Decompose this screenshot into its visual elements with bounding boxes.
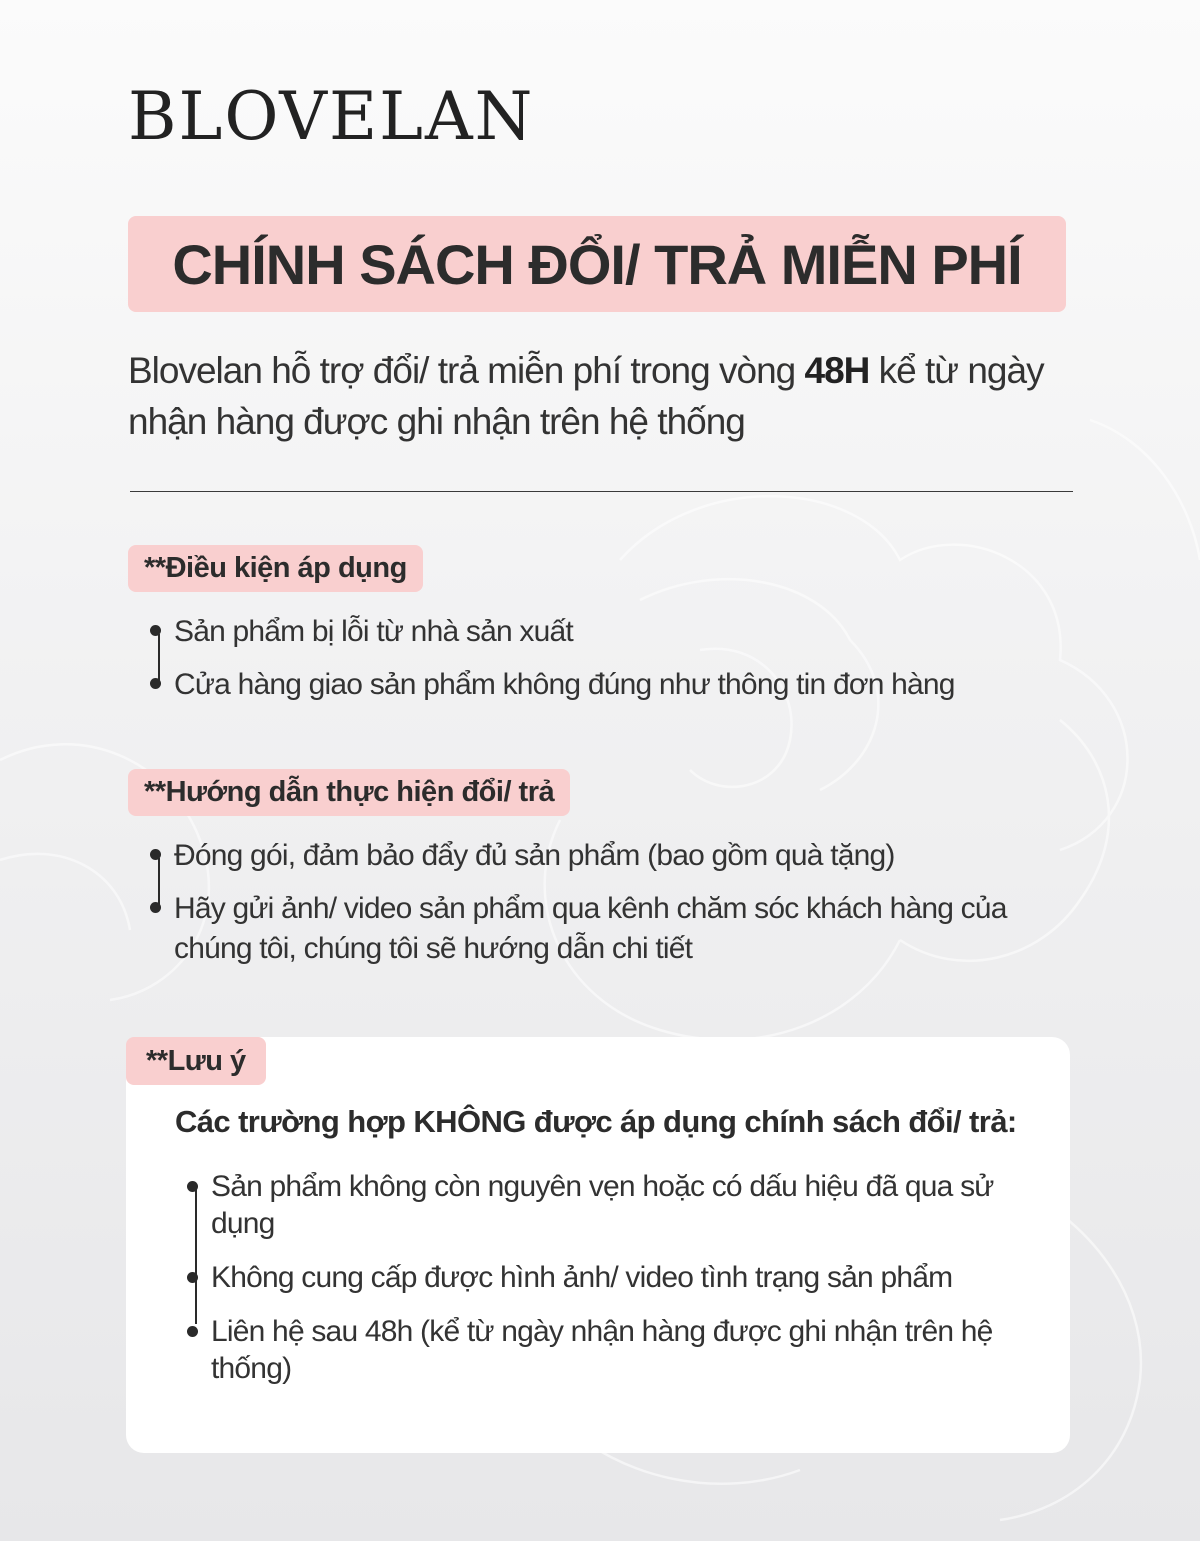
note-list	[187, 1168, 1037, 1387]
intro-paragraph	[128, 345, 1078, 447]
note-heading: Các trường hợp KHÔNG được áp dụng chính sách đổi/ trả:	[175, 1104, 1017, 1139]
guide-label: **Hướng dẫn thực hiện đổi/ trả	[128, 769, 570, 816]
page-title: CHÍNH SÁCH ĐỔI/ TRẢ MIỄN PHÍ	[172, 232, 1022, 296]
bullet-dot-icon	[150, 902, 161, 913]
list-item: Sản phẩm bị lỗi từ nhà sản xuất	[150, 612, 1080, 652]
bullet-dot-icon	[150, 625, 161, 636]
bullet-dot-icon	[150, 849, 161, 860]
intro-highlight: 48H	[804, 350, 870, 391]
guide-list	[150, 836, 1050, 969]
bullet-dot-icon	[187, 1326, 198, 1337]
bullet-dot-icon	[187, 1181, 198, 1192]
intro-text-before: Blovelan hỗ trợ đổi/ trả miễn phí trong vòng	[128, 350, 805, 391]
list-item: Liên hệ sau 48h (kể từ ngày nhận hàng được ghi nhận trên hệ thống)	[187, 1313, 1037, 1387]
note-label: **Lưu ý	[126, 1037, 266, 1085]
brand-logo: BLOVELAN	[128, 78, 535, 155]
section-divider	[130, 491, 1073, 492]
conditions-list	[150, 612, 1080, 705]
bullet-dot-icon	[150, 678, 161, 689]
list-item: Đóng gói, đảm bảo đẩy đủ sản phẩm (bao gồm quà tặng)	[150, 836, 1050, 876]
conditions-label: **Điều kiện áp dụng	[128, 545, 423, 592]
list-item: Cửa hàng giao sản phẩm không đúng như thông tin đơn hàng	[150, 665, 1080, 705]
intro-text-after: kể từ ngày nhận hàng được ghi nhận trên hệ thống	[128, 350, 1044, 442]
page-title-banner	[128, 216, 1066, 312]
bullet-dot-icon	[187, 1272, 198, 1283]
list-item: Sản phẩm không còn nguyên vẹn hoặc có dấu hiệu đã qua sử dụng	[187, 1168, 1037, 1242]
list-item: Hãy gửi ảnh/ video sản phẩm qua kênh chăm sóc khách hàng của chúng tôi, chúng tôi sẽ hướng dẫn chi tiết	[150, 889, 1050, 969]
list-item: Không cung cấp được hình ảnh/ video tình trạng sản phẩm	[187, 1259, 1037, 1296]
